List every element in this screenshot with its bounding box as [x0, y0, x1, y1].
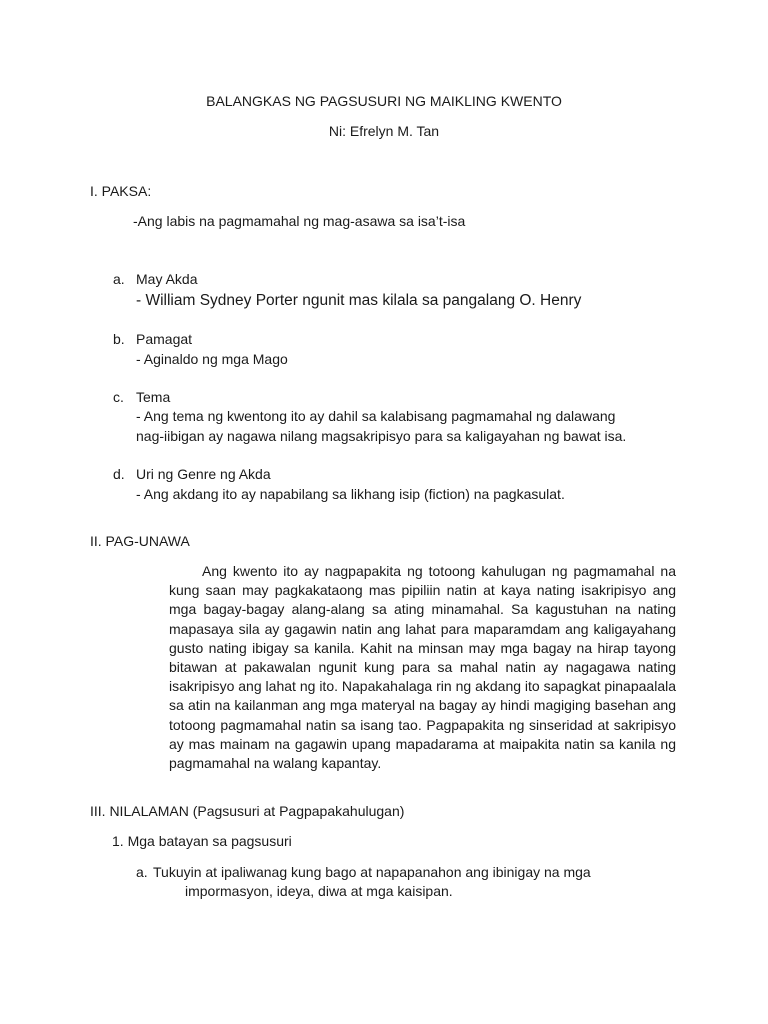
section-1-topic: -Ang labis na pagmamahal ng mag-asawa sa isa’t-isa [133, 213, 466, 229]
section-3-sub-1a-letter: a. [136, 864, 148, 880]
item-d-body-line: - Ang akdang ito ay napabilang sa likhang isip (fiction) na pagkasulat. [136, 486, 565, 502]
item-c-letter: c. [113, 389, 124, 405]
item-b-letter: b. [113, 331, 125, 347]
item-b-heading: Pamagat [136, 331, 193, 347]
item-a-heading: May Akda [136, 271, 198, 287]
item-c-body-line: - Ang tema ng kwentong ito ay dahil sa kalabisang pagmamahal ng dalawang [136, 408, 616, 424]
section-3-sub-1: 1. Mga batayan sa pagsusuri [112, 833, 292, 849]
section-2-paragraph: Ang kwento ito ay nagpapakita ng totoong kahulugan ng pagmamahal na kung saan may pagkakataong mas pipiliin natin at kaya nating isakripisyo ang mga bagay-bagay alang-alang sa ating minamahal. Sa kagustuhan na nating mapasaya sila ay gagawin natin ang lahat para maparamdam ang kaligayahang gusto nating ibigay sa kanila. Kahit na minsan may mga bagay na hirap tayong bitawan at pakawalan ngunit kung para sa mahal natin ay nagagawa nating isakripisyo ang lahat ng ito. Napakahalaga rin ng akdang ito sapagkat pinapaalala sa atin na kailanman ang mga materyal na bagay ay hindi magiging basehan ang totoong pagmamahal natin sa isang tao. Pagpapakita ng sinseridad at sakripisyo ay mas mainam na gagawin upang mapadarama at maipakita natin sa kanila ng pagmamahal na walang kapantay. [169, 563, 676, 772]
document-author: Ni: Efrelyn M. Tan [328, 123, 440, 139]
document-title: BALANGKAS NG PAGSUSURI NG MAIKLING KWENTO [206, 93, 562, 109]
item-d-letter: d. [113, 466, 125, 482]
section-3-sub-1a-line: impormasyon, ideya, diwa at mga kaisipan. [185, 883, 453, 899]
section-1-heading: I. PAKSA: [90, 183, 152, 199]
section-2-heading: II. PAG-UNAWA [90, 533, 190, 549]
section-2-paragraph-block [169, 562, 676, 773]
item-b-body-line: - Aginaldo ng mga Mago [136, 351, 288, 367]
item-c-heading: Tema [136, 389, 171, 405]
item-c-body-line: nag-iibigan ay nagawa nilang magsakripisyo para sa kaligayahan ng bawat isa. [136, 428, 627, 444]
item-a-letter: a. [113, 271, 125, 287]
item-a-body-line: - William Sydney Porter ngunit mas kilala sa pangalang O. Henry [136, 292, 582, 309]
section-3-sub-1a-line: Tukuyin at ipaliwanag kung bago at napapanahon ang ibinigay na mga [153, 864, 591, 880]
item-d-heading: Uri ng Genre ng Akda [136, 466, 271, 482]
section-3-heading: III. NILALAMAN (Pagsusuri at Pagpapakahulugan) [90, 803, 405, 819]
